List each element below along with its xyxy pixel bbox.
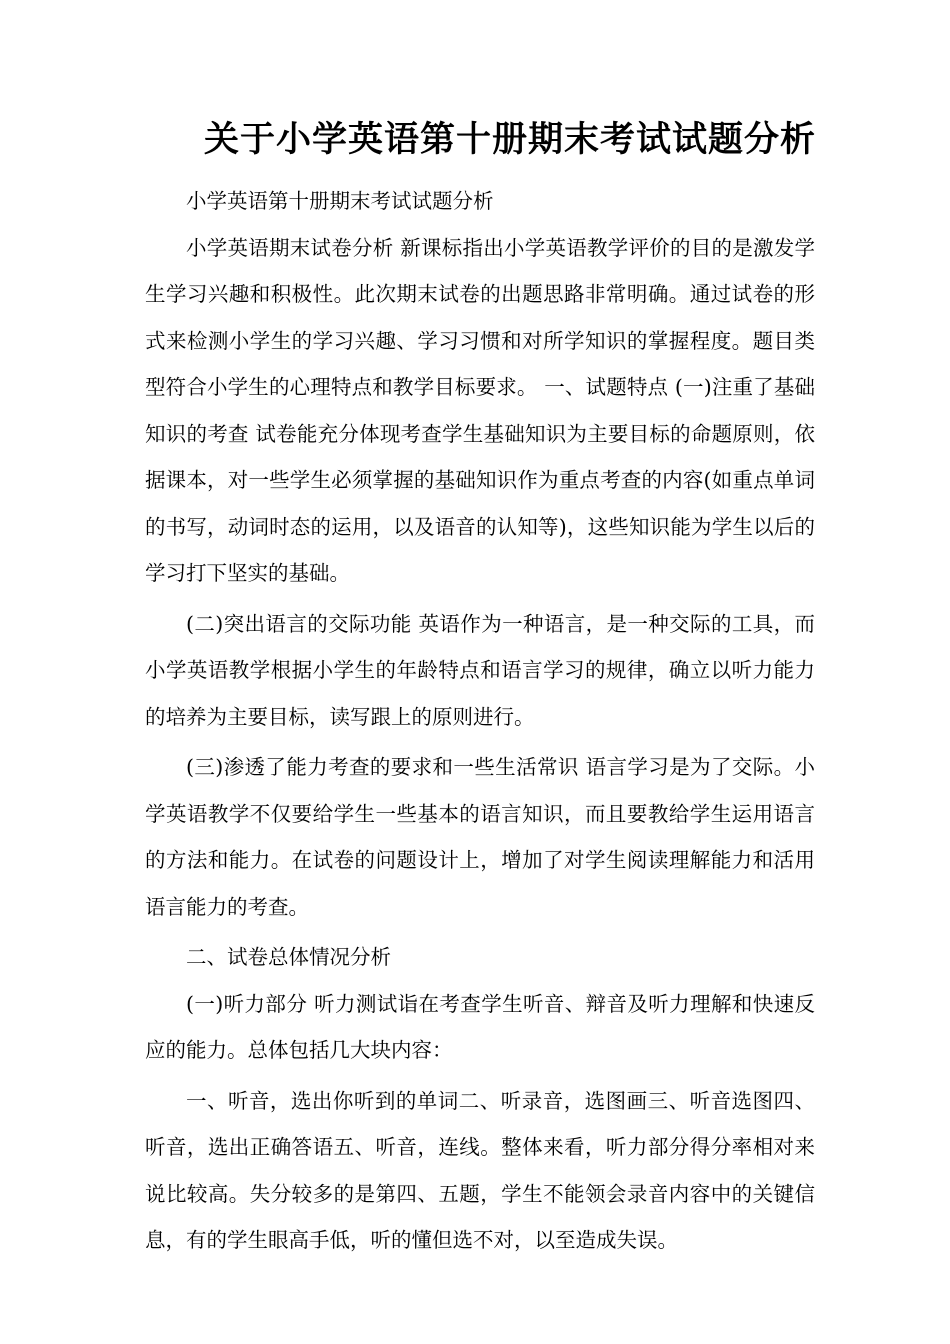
listening-details-paragraph: 一、听音，选出你听到的单词二、听录音，选图画三、听音选图四、听音，选出正确答语五、听音，连线。整体来看，听力部分得分率相对来说比较高。失分较多的是第四、五题，学生不能领会录音内容中的关键信息，有的学生眼高手低，听的懂但选不对，以至造成失误。: [145, 1088, 815, 1252]
ability-paragraph: (三)渗透了能力考查的要求和一些生活常识 语言学习是为了交际。小学英语教学不仅要给学生一些基本的语言知识，而且要教给学生运用语言的方法和能力。在试卷的问题设计上，增加了对学生阅读理解能力和活用语言能力的考查。: [145, 755, 815, 919]
communication-paragraph: (二)突出语言的交际功能 英语作为一种语言，是一种交际的工具，而小学英语教学根据小学生的年龄特点和语言学习的规律，确立以听力能力的培养为主要目标，读写跟上的原则进行。: [145, 611, 815, 729]
intro-paragraph: 小学英语期末试卷分析 新课标指出小学英语教学评价的目的是激发学生学习兴趣和积极性。此次期末试卷的出题思路非常明确。通过试卷的形式来检测小学生的学习兴趣、学习习惯和对所学知识的掌握程度。题目类型符合小学生的心理特点和教学目标要求。 一、试题特点 (一)注重了基础知识的考查 试卷能充分体现考查学生基础知识为主要目标的命题原则，依据课本，对一些学生必须掌握的基础知识作为重点考查的内容(如重点单词的书写，动词时态的运用，以及语音的认知等)，这些知识能为学生以后的学习打下坚实的基础。: [145, 235, 815, 585]
subtitle-paragraph: 小学英语第十册期末考试试题分析: [186, 189, 494, 213]
section-heading-paragraph: 二、试卷总体情况分析: [186, 945, 391, 969]
document-body: [145, 178, 815, 1268]
document-title: 关于小学英语第十册期末考试试题分析: [203, 119, 816, 160]
listening-paragraph: (一)听力部分 听力测试诣在考查学生听音、辩音及听力理解和快速反应的能力。总体包括几大块内容：: [145, 991, 815, 1062]
